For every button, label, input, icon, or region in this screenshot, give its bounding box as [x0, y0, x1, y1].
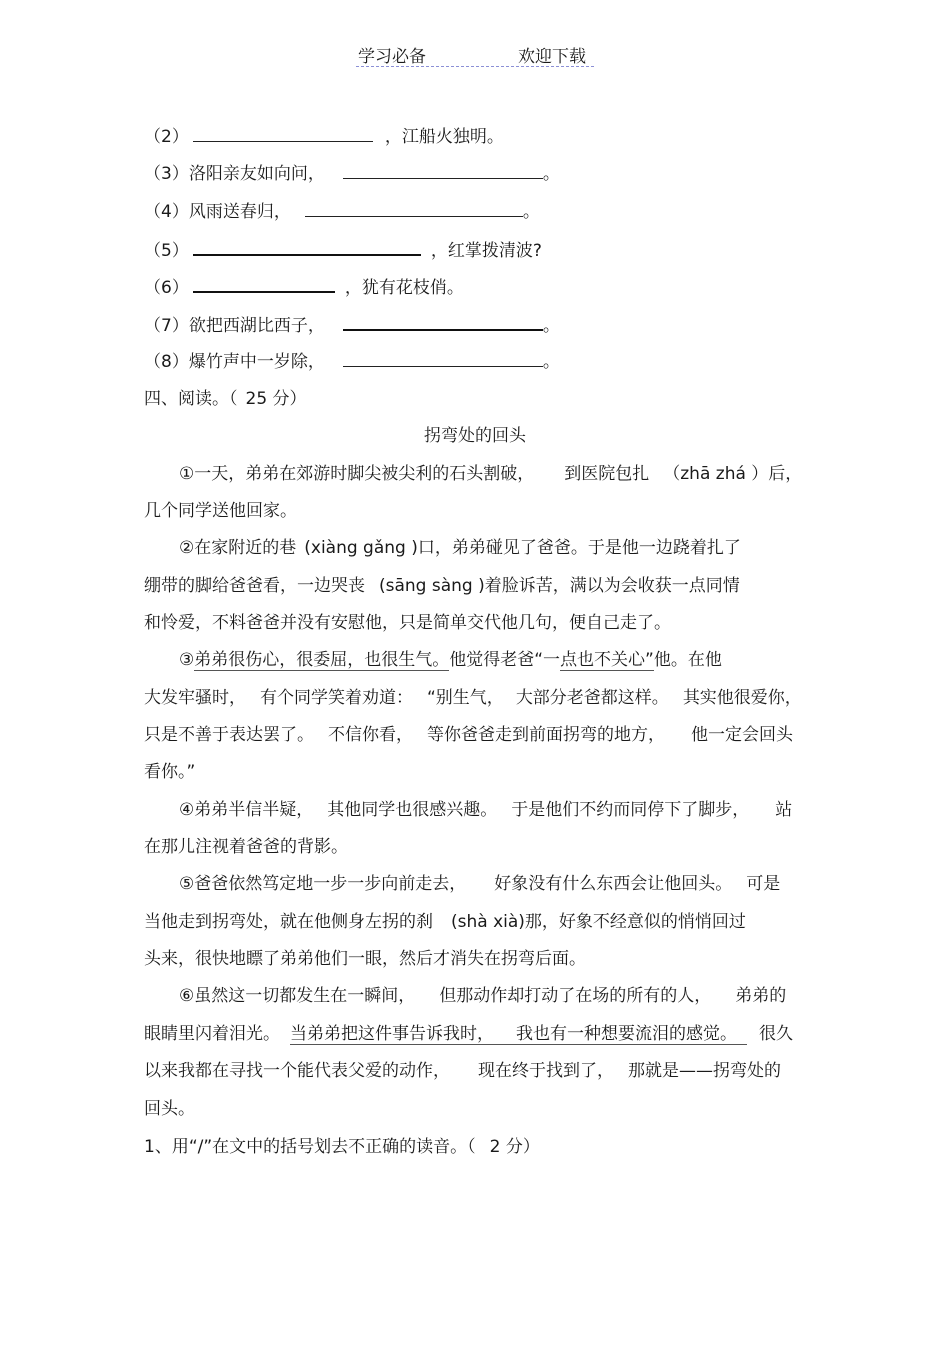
paragraph-1-line-1: ①一天，弟弟在郊游时脚尖被尖利的石头割破， 到医院包扎 （zhā zhá ）后， — [179, 464, 803, 484]
paragraph-3-line-4: 看你。” — [144, 762, 196, 782]
paragraph-6-line-1: ⑥虽然这一切都发生在一瞬间， 但那动作却打动了在场的所有的人， 弟弟的 — [179, 986, 787, 1006]
paragraph-3-line-2: 大发牢骚时， 有个同学笑着劝道： “别生气， 大部分老爸都这样。 其实他很爱你， — [144, 688, 802, 708]
paragraph-6-line-4: 回头。 — [144, 1099, 195, 1119]
answer-blank[interactable] — [193, 238, 421, 256]
underlined-phrase: 点也不关心” — [560, 650, 654, 670]
fill-in-item-2: （2） ，江船火独明。 — [144, 127, 504, 147]
paragraph-5-line-2: 当他走到拐弯处，就在他侧身左拐的刹 (shà xià)那，好象不经意似的悄悄回过 — [144, 912, 746, 932]
answer-blank[interactable] — [343, 162, 543, 179]
question-1: 1、用“/”在文中的括号划去不正确的读音。（ 2 分） — [144, 1137, 540, 1157]
header-left-text: 学习必备 — [358, 47, 426, 67]
answer-blank[interactable] — [343, 350, 543, 367]
answer-blank[interactable] — [343, 313, 543, 331]
answer-blank[interactable] — [193, 125, 373, 142]
fill-in-item-4: （4）风雨送春归， 。 — [144, 202, 540, 222]
fill-in-item-5: （5） ，红掌拨清波? — [144, 238, 542, 260]
fill-in-item-6: （6） ，犹有花枝俏。 — [144, 275, 464, 297]
answer-blank[interactable] — [193, 275, 335, 293]
paragraph-3-line-3: 只是不善于表达罢了。 不信你看， 等你爸爸走到前面拐弯的地方， 他一定会回头 — [144, 725, 793, 745]
section-heading: 四、阅读。（ 25 分） — [144, 389, 307, 409]
page-header — [356, 42, 594, 67]
fill-in-item-3: （3）洛阳亲友如向问， 。 — [144, 164, 560, 184]
paragraph-2-line-3: 和怜爱，不料爸爸并没有安慰他，只是简单交代他几句，便自己走了。 — [144, 613, 671, 633]
paragraph-2-line-1: ②在家附近的巷 (xiàng gǎng )口，弟弟碰见了爸爸。于是他一边跷着扎了 — [179, 538, 741, 558]
paragraph-2-line-2: 绷带的脚给爸爸看，一边哭丧 (sāng sàng )着脸诉苦，满以为会收获一点同情 — [144, 576, 740, 596]
fill-in-item-8: （8）爆竹声中一岁除， 。 — [144, 352, 560, 372]
paragraph-6-line-3: 以来我都在寻找一个能代表父爱的动作， 现在终于找到了， 那就是——拐弯处的 — [144, 1061, 781, 1081]
answer-blank[interactable] — [305, 200, 523, 217]
passage-title: 拐弯处的回头 — [424, 426, 526, 446]
underlined-sentence: 弟弟很伤心，很委屈，也很生气。 — [194, 650, 450, 670]
paragraph-3-line-1: ③弟弟很伤心，很委屈，也很生气。他觉得老爸“一点也不关心”他。在他 — [179, 650, 722, 670]
paragraph-4-line-1: ④弟弟半信半疑， 其他同学也很感兴趣。 于是他们不约而同停下了脚步， 站 — [179, 800, 793, 820]
paragraph-4-line-2: 在那儿注视着爸爸的背影。 — [144, 837, 348, 857]
paragraph-6-line-2: 眼睛里闪着泪光。 当弟弟把这件事告诉我时， 我也有一种想要流泪的感觉。 很久 — [144, 1024, 793, 1044]
paragraph-5-line-1: ⑤爸爸依然笃定地一步一步向前走去， 好象没有什么东西会让他回头。 可是 — [179, 874, 781, 894]
underlined-sentence: 当弟弟把这件事告诉我时， 我也有一种想要流泪的感觉。 — [290, 1024, 747, 1045]
header-right-text: 欢迎下载 — [518, 47, 586, 67]
fill-in-item-7: （7）欲把西湖比西子， 。 — [144, 313, 560, 335]
paragraph-1-line-2: 几个同学送他回家。 — [144, 501, 297, 521]
paragraph-5-line-3: 头来，很快地瞟了弟弟他们一眼，然后才消失在拐弯后面。 — [144, 949, 586, 969]
